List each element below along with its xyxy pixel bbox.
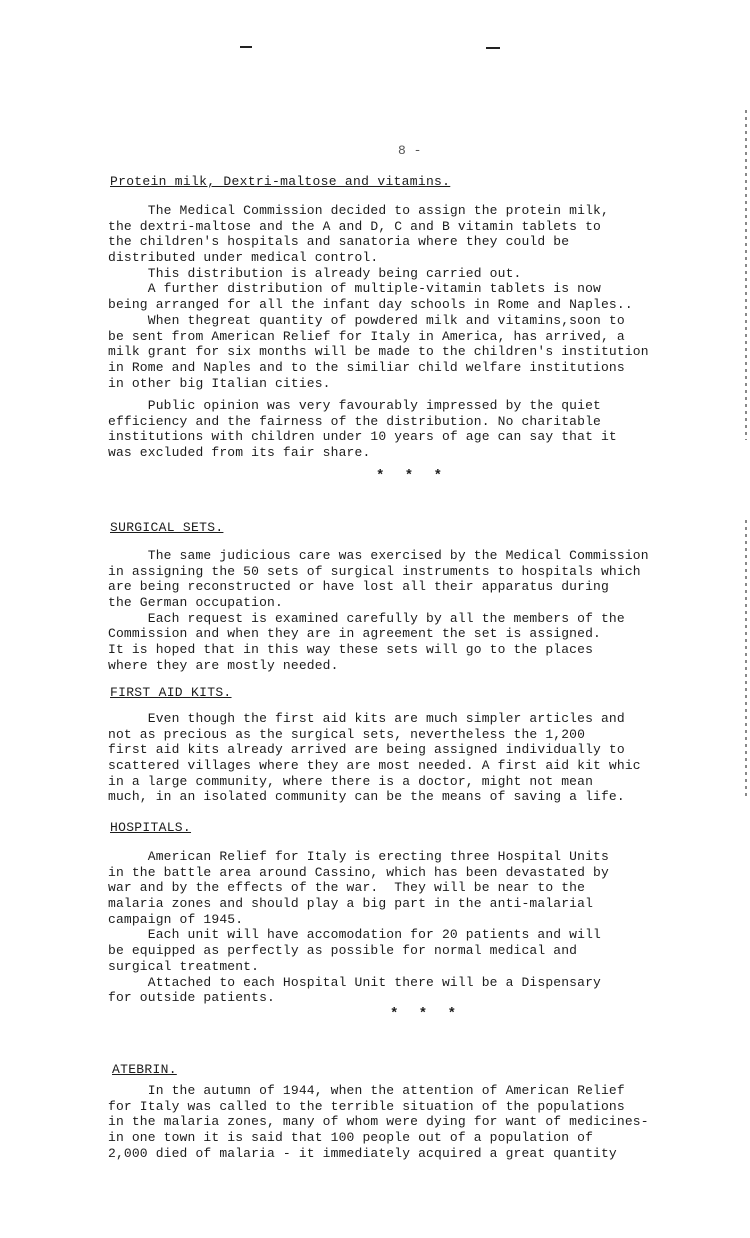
text-line: in assigning the 50 sets of surgical instruments to hospitals which <box>108 563 641 579</box>
text-line: be equipped as perfectly as possible for normal medical and <box>108 943 578 959</box>
scan-mark <box>240 46 252 48</box>
paragraph-atebrin <box>108 1083 720 1161</box>
scan-mark <box>486 47 500 49</box>
text-line: American Relief for Italy is erecting three Hospital Units <box>108 849 609 864</box>
text-line: efficiency and the fairness of the distribution. No charitable <box>108 413 601 429</box>
text-line: the children's hospitals and sanatoria where they could be <box>108 234 570 250</box>
section-separator: * * * <box>376 468 449 484</box>
text-line: was excluded from its fair share. <box>108 445 371 461</box>
text-line: Commission and when they are in agreement the set is assigned. <box>108 626 601 642</box>
scan-edge <box>745 520 747 800</box>
text-line: in the malaria zones, many of whom were dying for want of medicines- <box>108 1114 649 1130</box>
text-line: in Rome and Naples and to the similiar child welfare institutions <box>108 359 625 375</box>
text-line: Even though the first aid kits are much simpler articles and <box>108 711 625 726</box>
text-line: in one town it is said that 100 people out of a population of <box>108 1130 594 1146</box>
text-line: first aid kits already arrived are being assigned individually to <box>108 742 625 758</box>
text-line: not as precious as the surgical sets, nevertheless the 1,200 <box>108 726 586 742</box>
section-separator: * * * <box>390 1006 463 1022</box>
text-line: institutions with children under 10 years of age can say that it <box>108 429 617 445</box>
text-line: scattered villages where they are most needed. A first aid kit whic <box>108 758 641 774</box>
text-line: in other big Italian cities. <box>108 375 331 391</box>
text-line: war and by the effects of the war. They will be near to the <box>108 880 586 896</box>
heading-hospitals: HOSPITALS. <box>110 820 192 835</box>
text-line: 2,000 died of malaria - it immediately acquired a great quantity <box>108 1145 617 1161</box>
heading-protein: Protein milk, Dextri-maltose and vitamins. <box>110 174 451 189</box>
text-line: This distribution is already being carried out. <box>108 265 522 281</box>
text-line: for outside patients. <box>108 990 275 1006</box>
paragraph-hospitals <box>108 849 720 1006</box>
text-line: Each unit will have accomodation for 20 patients and will <box>108 927 601 943</box>
heading-first-aid-kits: FIRST AID KITS. <box>110 685 232 700</box>
text-line: Public opinion was very favourably impressed by the quiet <box>108 398 601 413</box>
text-line: for Italy was called to the terrible situation of the populations <box>108 1098 625 1114</box>
paragraph-public-opinion <box>108 398 720 461</box>
text-line: It is hoped that in this way these sets will go to the places <box>108 642 594 658</box>
heading-surgical-sets: SURGICAL SETS. <box>110 520 224 535</box>
text-line: are being reconstructed or have lost all their apparatus during <box>108 579 609 595</box>
page-number: 8 - <box>398 143 422 158</box>
paragraph-first-aid-kits <box>108 711 720 805</box>
text-line: in the battle area around Cassino, which has been devastated by <box>108 864 609 880</box>
text-line: much, in an isolated community can be the means of saving a life. <box>108 789 625 805</box>
text-line: A further distribution of multiple-vitamin tablets is now <box>108 281 601 297</box>
text-line: The same judicious care was exercised by the Medical Commission <box>108 548 649 563</box>
text-line: In the autumn of 1944, when the attention of American Relief <box>108 1083 625 1098</box>
text-line: When thegreat quantity of powdered milk and vitamins,soon to <box>108 312 625 328</box>
text-line: milk grant for six months will be made to the children's institution <box>108 344 649 360</box>
text-line: being arranged for all the infant day schools in Rome and Naples.. <box>108 297 633 313</box>
text-line: Attached to each Hospital Unit there will be a Dispensary <box>108 974 601 990</box>
heading-atebrin: ATEBRIN. <box>112 1062 177 1077</box>
text-line: the dextri-maltose and the A and D, C and B vitamin tablets to <box>108 218 601 234</box>
text-line: surgical treatment. <box>108 958 260 974</box>
scan-edge <box>745 110 747 440</box>
text-line: campaign of 1945. <box>108 911 244 927</box>
text-line: malaria zones and should play a big part in the anti-malarial <box>108 896 594 912</box>
text-line: be sent from American Relief for Italy in America, has arrived, a <box>108 328 625 344</box>
text-line: distributed under medical control. <box>108 250 379 266</box>
paragraph-protein <box>108 203 720 391</box>
text-line: where they are mostly needed. <box>108 657 339 673</box>
text-line: The Medical Commission decided to assign the protein milk, <box>108 203 609 218</box>
text-line: Each request is examined carefully by all the members of the <box>108 610 625 626</box>
text-line: the German occupation. <box>108 595 283 611</box>
paragraph-surgical-sets <box>108 548 720 674</box>
text-line: in a large community, where there is a doctor, might not mean <box>108 773 594 789</box>
